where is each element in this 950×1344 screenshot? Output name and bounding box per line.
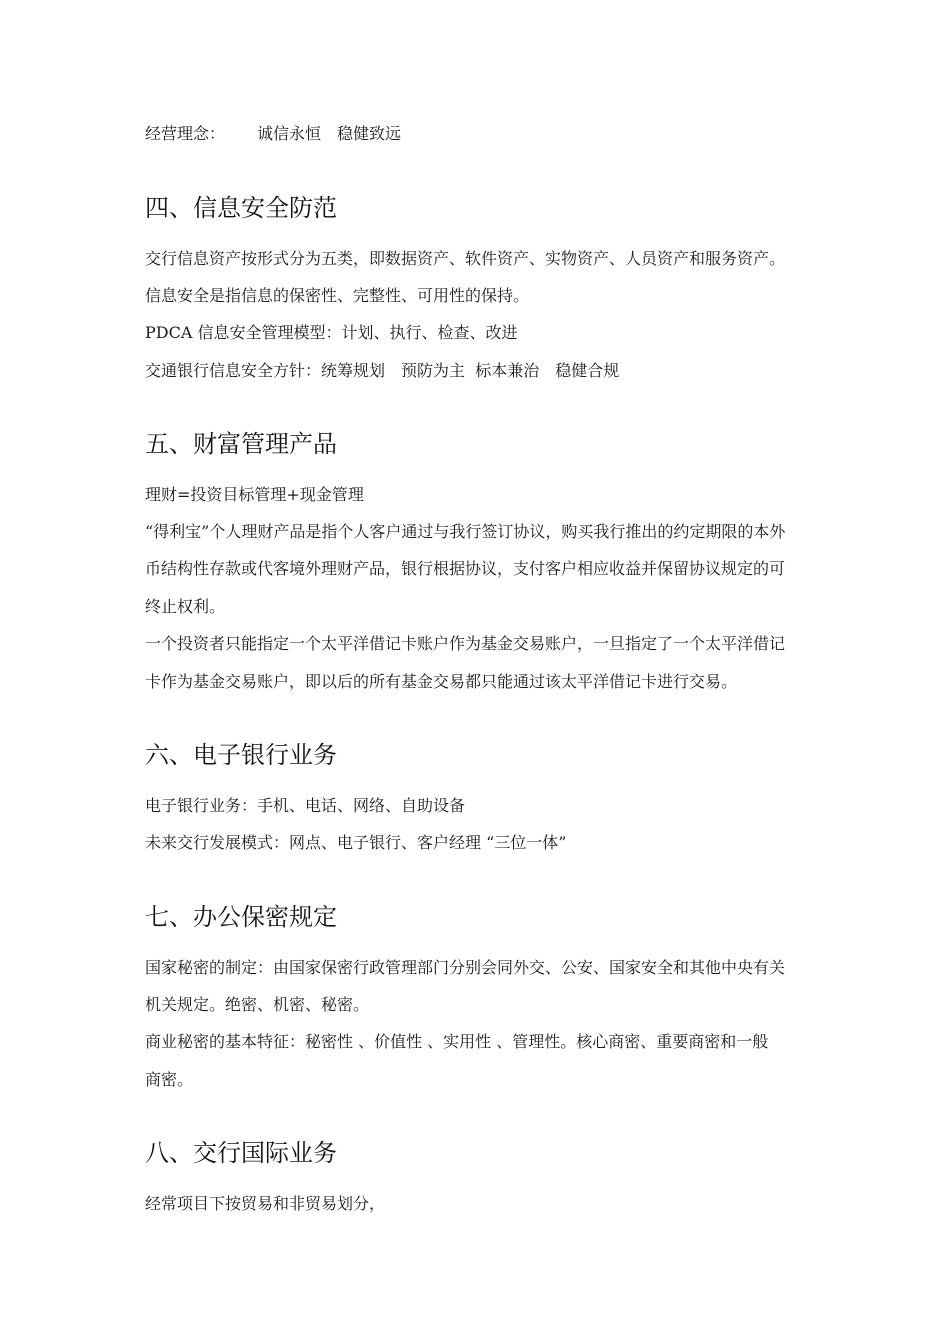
heading-section-8: 八、交行国际业务 xyxy=(145,1139,337,1167)
philosophy-integrity: 诚信永恒 xyxy=(257,124,322,143)
heading-section-4: 四、信息安全防范 xyxy=(145,194,337,222)
paragraph-line: 机关规定。绝密、机密、秘密。 xyxy=(145,995,370,1014)
business-philosophy-line xyxy=(145,123,810,145)
paragraph-line: 卡作为基金交易账户，即以后的所有基金交易都只能通过该太平洋借记卡进行交易。 xyxy=(145,672,738,691)
paragraph-line: 交行信息资产按形式分为五类，即数据资产、软件资产、实物资产、人员资产和服务资产。 xyxy=(145,249,786,268)
paragraph-line: 终止权利。 xyxy=(145,597,226,616)
business-philosophy-label: 经营理念： xyxy=(145,124,226,143)
security-policy-line xyxy=(145,360,810,382)
policy-treatment: 标本兼治 xyxy=(475,361,540,380)
paragraph-line: 商业秘密的基本特征：秘密性 、价值性 、实用性 、管理性。核心商密、重要商密和一般 xyxy=(145,1032,769,1051)
policy-prevention: 预防为主 xyxy=(401,361,466,380)
paragraph-line: 商密。 xyxy=(145,1070,194,1089)
security-policy-label: 交通银行信息安全方针：统筹规划 xyxy=(145,361,386,380)
paragraph-line: 电子银行业务：手机、电话、网络、自助设备 xyxy=(145,796,466,815)
heading-section-7: 七、办公保密规定 xyxy=(145,903,337,931)
paragraph-line: 一个投资者只能指定一个太平洋借记卡账户作为基金交易账户，一旦指定了一个太平洋借记 xyxy=(145,634,786,653)
paragraph-line: PDCA 信息安全管理模型：计划、执行、检查、改进 xyxy=(145,323,518,342)
paragraph-line: 未来交行发展模式：网点、电子银行、客户经理 “三位一体” xyxy=(145,833,567,852)
paragraph-line: 币结构性存款或代客境外理财产品，银行根据协议，支付客户相应收益并保留协议规定的可 xyxy=(145,559,786,578)
heading-section-6: 六、电子银行业务 xyxy=(145,741,337,769)
paragraph-line: 经常项目下按贸易和非贸易划分， xyxy=(145,1194,386,1213)
paragraph-line: 理财=投资目标管理+现金管理 xyxy=(145,485,364,504)
philosophy-steady: 稳健致远 xyxy=(337,124,402,143)
heading-section-5: 五、财富管理产品 xyxy=(145,430,337,458)
policy-compliance: 稳健合规 xyxy=(555,361,620,380)
paragraph-line: 信息安全是指信息的保密性、完整性、可用性的保持。 xyxy=(145,286,530,305)
paragraph-line: 国家秘密的制定：由国家保密行政管理部门分别会同外交、公安、国家安全和其他中央有关 xyxy=(145,958,786,977)
paragraph-line: “得利宝”个人理财产品是指个人客户通过与我行签订协议，购买我行推出的约定期限的本外 xyxy=(145,522,786,541)
